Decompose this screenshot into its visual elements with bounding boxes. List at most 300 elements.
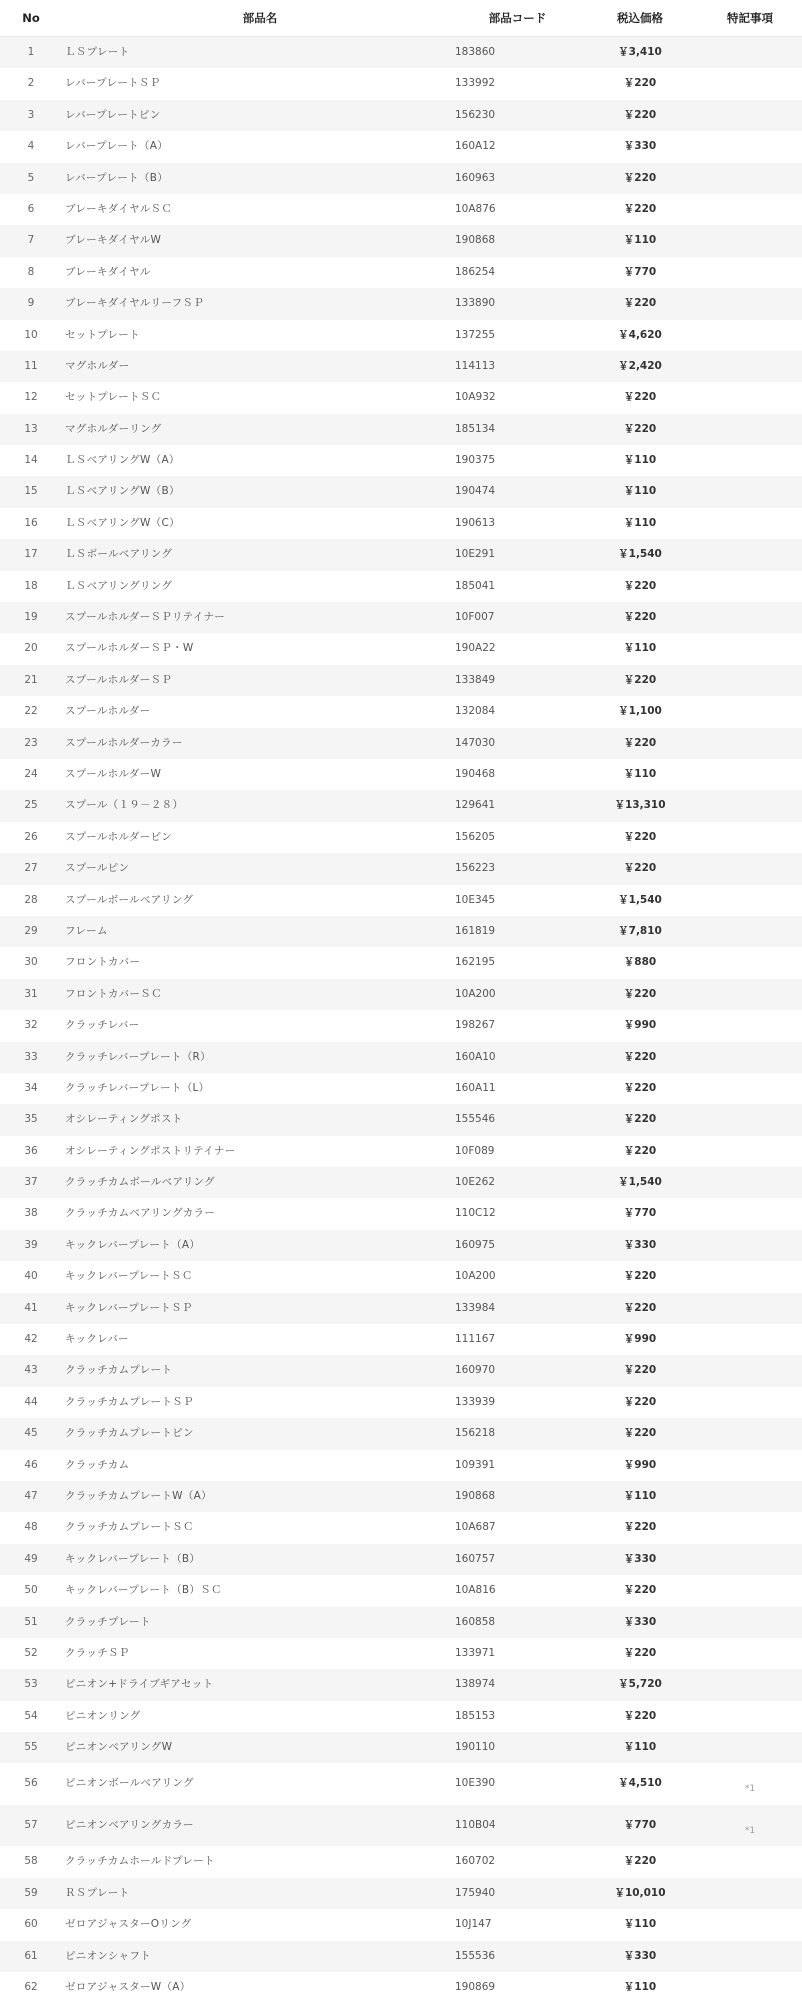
cell-price: ￥220 bbox=[623, 1301, 657, 1314]
cell-part-name: セットプレート bbox=[65, 328, 140, 341]
cell-part-code: 183860 bbox=[455, 46, 496, 58]
cell-part-code: 133971 bbox=[455, 1646, 496, 1659]
cell-no: 30 bbox=[24, 956, 38, 969]
cell-no: 58 bbox=[24, 1855, 38, 1868]
cell-part-name: クラッチカムボールベアリング bbox=[65, 1176, 215, 1189]
table-row bbox=[0, 853, 802, 884]
cell-price: ￥4,620 bbox=[618, 328, 662, 341]
cell-part-name: クラッチカムホールドプレート bbox=[65, 1855, 215, 1868]
cell-no: 50 bbox=[24, 1584, 38, 1597]
table-row bbox=[0, 539, 802, 570]
cell-part-code: 190868 bbox=[455, 1489, 496, 1502]
cell-part-code: 198267 bbox=[455, 1019, 496, 1032]
table-row bbox=[0, 1763, 802, 1805]
table-row bbox=[0, 633, 802, 664]
cell-price: ￥330 bbox=[623, 1615, 657, 1628]
table-row bbox=[0, 1575, 802, 1606]
cell-part-name: ＬＳベアリングW（A） bbox=[65, 454, 180, 467]
cell-price: ￥220 bbox=[623, 1081, 657, 1094]
cell-part-code: 160A10 bbox=[455, 1050, 496, 1063]
cell-part-name: フロントカバー bbox=[65, 956, 141, 969]
cell-price: ￥1,540 bbox=[618, 893, 662, 906]
cell-no: 9 bbox=[27, 297, 35, 310]
cell-part-name: クラッチカムプレートＳＰ bbox=[65, 1395, 194, 1408]
cell-no: 24 bbox=[24, 767, 38, 780]
cell-no: 33 bbox=[24, 1050, 38, 1063]
cell-no: 12 bbox=[24, 391, 38, 404]
cell-part-code: 185134 bbox=[455, 422, 496, 435]
cell-price: ￥220 bbox=[623, 1855, 657, 1868]
cell-price: ￥4,510 bbox=[618, 1777, 662, 1790]
cell-price: ￥220 bbox=[623, 297, 657, 310]
cell-no: 29 bbox=[24, 924, 38, 937]
cell-part-code: 156218 bbox=[455, 1427, 496, 1440]
table-row bbox=[0, 1909, 802, 1940]
cell-part-code: 133939 bbox=[455, 1395, 496, 1408]
cell-part-code: 10J147 bbox=[455, 1918, 492, 1931]
cell-part-code: 162195 bbox=[455, 956, 496, 969]
cell-no: 18 bbox=[24, 579, 38, 592]
cell-part-name: キックレバープレート（B） bbox=[65, 1552, 201, 1565]
cell-price: ￥13,310 bbox=[614, 799, 666, 812]
cell-no: 42 bbox=[24, 1333, 38, 1346]
table-row bbox=[0, 979, 802, 1010]
cell-part-name: スプールホルダーＳＰリテイナー bbox=[65, 611, 226, 624]
cell-part-code: 160970 bbox=[455, 1364, 496, 1377]
cell-price: ￥1,540 bbox=[618, 548, 662, 561]
cell-no: 22 bbox=[24, 705, 38, 718]
cell-part-code: 160963 bbox=[455, 171, 496, 184]
cell-part-name: ＲＳプレート bbox=[65, 1886, 130, 1899]
table-row bbox=[0, 1073, 802, 1104]
cell-part-name: スプールピン bbox=[65, 862, 130, 875]
cell-part-name: レバープレートＳＰ bbox=[65, 77, 161, 90]
table-row bbox=[0, 1701, 802, 1732]
cell-price: ￥220 bbox=[623, 830, 657, 843]
cell-part-code: 111167 bbox=[455, 1333, 496, 1346]
header-part-name: 部品名 bbox=[242, 11, 278, 25]
table-row bbox=[0, 194, 802, 225]
table-row bbox=[0, 1638, 802, 1669]
cell-price: ￥220 bbox=[623, 862, 657, 875]
cell-part-code: 10E291 bbox=[455, 548, 496, 561]
cell-part-name: ブレーキダイヤル bbox=[65, 265, 151, 278]
cell-part-name: セットプレートＳＣ bbox=[65, 391, 162, 404]
cell-part-code: 133984 bbox=[455, 1301, 496, 1314]
cell-price: ￥330 bbox=[623, 1238, 657, 1251]
cell-price: ￥110 bbox=[623, 767, 657, 780]
cell-part-code: 109391 bbox=[455, 1458, 496, 1471]
cell-price: ￥330 bbox=[623, 1949, 657, 1962]
cell-part-code: 10F089 bbox=[455, 1144, 495, 1157]
cell-no: 28 bbox=[24, 893, 38, 906]
cell-no: 10 bbox=[24, 328, 38, 341]
table-row bbox=[0, 1805, 802, 1847]
cell-part-name: クラッチレバープレート（R） bbox=[65, 1050, 211, 1063]
cell-no: 60 bbox=[24, 1918, 38, 1931]
cell-no: 52 bbox=[24, 1646, 38, 1659]
cell-price: ￥220 bbox=[623, 77, 657, 90]
cell-part-code: 133992 bbox=[455, 77, 496, 90]
cell-part-code: 160757 bbox=[455, 1552, 496, 1565]
cell-part-code: 10A816 bbox=[455, 1584, 496, 1597]
cell-no: 21 bbox=[24, 673, 38, 686]
table-row bbox=[0, 1732, 802, 1763]
table-row bbox=[0, 1293, 802, 1324]
cell-part-name: レバープレート（A） bbox=[65, 140, 169, 153]
table-row bbox=[0, 1450, 802, 1481]
cell-no: 6 bbox=[27, 202, 35, 215]
table-row bbox=[0, 1941, 802, 1972]
cell-part-name: マグホルダー bbox=[65, 359, 130, 372]
cell-part-name: ピニオンベアリングカラー bbox=[65, 1818, 194, 1831]
cell-part-name: ＬＳボールベアリング bbox=[65, 548, 173, 561]
cell-part-name: キックレバープレートＳＣ bbox=[65, 1270, 193, 1283]
cell-price: ￥110 bbox=[623, 454, 657, 467]
cell-part-code: 133849 bbox=[455, 673, 496, 686]
cell-part-name: クラッチカムプレートW（A） bbox=[65, 1489, 212, 1502]
cell-price: ￥110 bbox=[623, 1981, 657, 1994]
cell-notes: *1 bbox=[744, 1825, 756, 1836]
cell-price: ￥220 bbox=[623, 673, 657, 686]
cell-part-code: 10A687 bbox=[455, 1521, 496, 1534]
cell-no: 53 bbox=[24, 1678, 38, 1691]
cell-no: 2 bbox=[27, 77, 35, 90]
table-row bbox=[0, 696, 802, 727]
cell-no: 62 bbox=[24, 1981, 38, 1994]
cell-no: 59 bbox=[24, 1886, 38, 1899]
cell-part-name: キックレバープレート（A） bbox=[65, 1238, 201, 1251]
cell-part-name: スプールホルダーＳＰ・W bbox=[65, 642, 194, 655]
cell-part-code: 10E345 bbox=[455, 893, 496, 906]
cell-price: ￥110 bbox=[623, 1489, 657, 1502]
cell-part-name: クラッチカムベアリングカラー bbox=[65, 1207, 216, 1220]
header-notes: 特記事項 bbox=[727, 11, 773, 25]
cell-price: ￥110 bbox=[623, 642, 657, 655]
table-row bbox=[0, 476, 802, 507]
cell-no: 15 bbox=[24, 485, 38, 498]
cell-part-name: ブレーキダイヤルＳＣ bbox=[65, 202, 173, 215]
cell-price: ￥3,410 bbox=[618, 46, 662, 58]
cell-part-name: ピニオンリング bbox=[65, 1709, 141, 1722]
cell-no: 40 bbox=[24, 1270, 38, 1283]
cell-price: ￥220 bbox=[623, 1709, 657, 1722]
table-row bbox=[0, 1355, 802, 1386]
cell-part-name: フレーム bbox=[65, 924, 108, 937]
cell-part-code: 156223 bbox=[455, 862, 496, 875]
cell-no: 41 bbox=[24, 1301, 38, 1314]
cell-part-code: 190468 bbox=[455, 767, 496, 780]
cell-no: 49 bbox=[24, 1552, 38, 1565]
cell-part-code: 175940 bbox=[455, 1886, 496, 1899]
table-body bbox=[0, 37, 802, 2003]
cell-part-code: 138974 bbox=[455, 1678, 496, 1691]
cell-part-name: クラッチカムプレートＳＣ bbox=[65, 1521, 194, 1534]
table-row bbox=[0, 382, 802, 413]
cell-no: 3 bbox=[27, 108, 35, 121]
table-row bbox=[0, 571, 802, 602]
cell-part-name: スプール（１９－２８） bbox=[65, 799, 184, 812]
cell-no: 31 bbox=[24, 987, 38, 1000]
cell-price: ￥220 bbox=[623, 1364, 657, 1377]
cell-price: ￥220 bbox=[623, 736, 657, 749]
cell-price: ￥990 bbox=[623, 1458, 657, 1471]
cell-no: 23 bbox=[24, 736, 38, 749]
table-row bbox=[0, 1324, 802, 1355]
cell-no: 19 bbox=[24, 611, 38, 624]
cell-no: 43 bbox=[24, 1364, 38, 1377]
cell-part-name: ＬＳベアリングW（B） bbox=[65, 485, 180, 498]
table-row bbox=[0, 131, 802, 162]
cell-part-name: スプールボールベアリング bbox=[65, 893, 194, 906]
table-row bbox=[0, 1167, 802, 1198]
cell-price: ￥770 bbox=[623, 265, 657, 278]
cell-price: ￥110 bbox=[623, 1741, 657, 1754]
cell-no: 7 bbox=[27, 234, 35, 247]
cell-price: ￥1,540 bbox=[618, 1176, 662, 1189]
cell-price: ￥110 bbox=[623, 485, 657, 498]
cell-price: ￥770 bbox=[623, 1207, 657, 1220]
cell-part-code: 190375 bbox=[455, 454, 496, 467]
cell-price: ￥220 bbox=[623, 611, 657, 624]
cell-price: ￥220 bbox=[623, 1113, 657, 1126]
cell-price: ￥990 bbox=[623, 1333, 657, 1346]
cell-part-code: 190869 bbox=[455, 1981, 496, 1994]
cell-part-name: ブレーキダイヤルW bbox=[65, 234, 162, 247]
cell-part-code: 160A11 bbox=[455, 1081, 496, 1094]
cell-price: ￥110 bbox=[623, 516, 657, 529]
cell-part-name: ＬＳプレート bbox=[65, 46, 130, 58]
table-row bbox=[0, 1878, 802, 1909]
cell-part-name: キックレバープレートＳＰ bbox=[65, 1301, 193, 1314]
cell-part-name: スプールホルダーＳＰ bbox=[65, 673, 173, 686]
cell-part-code: 160975 bbox=[455, 1238, 496, 1251]
cell-no: 4 bbox=[27, 140, 35, 153]
cell-part-name: フロントカバーＳＣ bbox=[65, 987, 162, 1000]
table-row bbox=[0, 1512, 802, 1543]
cell-no: 25 bbox=[24, 799, 38, 812]
table-row bbox=[0, 1544, 802, 1575]
cell-price: ￥220 bbox=[623, 1521, 657, 1534]
cell-no: 14 bbox=[24, 454, 38, 467]
cell-no: 48 bbox=[24, 1521, 38, 1534]
table-row bbox=[0, 602, 802, 633]
cell-part-code: 185153 bbox=[455, 1709, 496, 1722]
cell-no: 35 bbox=[24, 1113, 38, 1126]
cell-price: ￥220 bbox=[623, 579, 657, 592]
cell-price: ￥1,100 bbox=[618, 705, 662, 718]
cell-price: ￥220 bbox=[623, 1050, 657, 1063]
cell-no: 39 bbox=[24, 1238, 38, 1251]
cell-price: ￥220 bbox=[623, 108, 657, 121]
cell-part-name: クラッチカムプレート bbox=[65, 1364, 173, 1377]
cell-no: 16 bbox=[24, 516, 38, 529]
cell-price: ￥220 bbox=[623, 391, 657, 404]
header-no: No bbox=[22, 11, 40, 25]
cell-part-code: 133890 bbox=[455, 297, 496, 310]
cell-part-name: ピニオン+ドライブギアセット bbox=[65, 1678, 214, 1691]
cell-part-code: 10E262 bbox=[455, 1176, 496, 1189]
table-row bbox=[0, 728, 802, 759]
table-row bbox=[0, 225, 802, 256]
cell-part-code: 10E390 bbox=[455, 1777, 496, 1790]
cell-part-name: キックレバープレート（B）ＳＣ bbox=[65, 1584, 222, 1597]
table-row bbox=[0, 665, 802, 696]
cell-price: ￥220 bbox=[623, 171, 657, 184]
cell-part-name: スプールホルダーW bbox=[65, 767, 162, 780]
cell-no: 32 bbox=[24, 1019, 38, 1032]
cell-part-code: 156205 bbox=[455, 830, 496, 843]
cell-part-name: レバープレートピン bbox=[65, 108, 161, 121]
cell-part-name: クラッチレバープレート（L） bbox=[65, 1081, 210, 1094]
table-row bbox=[0, 414, 802, 445]
cell-no: 34 bbox=[24, 1081, 38, 1094]
cell-part-code: 160858 bbox=[455, 1615, 496, 1628]
header-part-code: 部品コード bbox=[488, 11, 547, 25]
table-row bbox=[0, 947, 802, 978]
table-row bbox=[0, 1418, 802, 1449]
table-row bbox=[0, 1481, 802, 1512]
cell-price: ￥7,810 bbox=[618, 924, 662, 937]
cell-no: 8 bbox=[27, 265, 35, 278]
cell-no: 55 bbox=[24, 1741, 38, 1754]
table-row bbox=[0, 885, 802, 916]
table-row bbox=[0, 288, 802, 319]
cell-part-code: 186254 bbox=[455, 265, 496, 278]
cell-part-name: オシレーティングポストリテイナー bbox=[65, 1144, 236, 1157]
cell-part-code: 10A932 bbox=[455, 391, 496, 404]
table-row bbox=[0, 759, 802, 790]
cell-part-code: 155546 bbox=[455, 1113, 496, 1126]
cell-no: 56 bbox=[24, 1777, 38, 1790]
cell-part-code: 10A876 bbox=[455, 202, 496, 215]
cell-price: ￥2,420 bbox=[618, 359, 662, 372]
cell-notes: *1 bbox=[744, 1784, 756, 1795]
cell-part-code: 160702 bbox=[455, 1855, 496, 1868]
cell-part-name: ピニオンベアリングW bbox=[65, 1741, 173, 1754]
table-row bbox=[0, 1607, 802, 1638]
table-row bbox=[0, 257, 802, 288]
table-row bbox=[0, 1042, 802, 1073]
cell-no: 13 bbox=[24, 422, 38, 435]
cell-part-code: 137255 bbox=[455, 328, 496, 341]
cell-part-code: 110B04 bbox=[455, 1818, 496, 1831]
cell-no: 46 bbox=[24, 1458, 38, 1471]
table-row bbox=[0, 1261, 802, 1292]
table-row bbox=[0, 1387, 802, 1418]
table-row bbox=[0, 1972, 802, 2003]
cell-no: 26 bbox=[24, 830, 38, 843]
table-row bbox=[0, 445, 802, 476]
cell-price: ￥330 bbox=[623, 140, 657, 153]
table-row bbox=[0, 351, 802, 382]
cell-part-name: ゼロアジャスターOリング bbox=[65, 1918, 192, 1931]
cell-price: ￥220 bbox=[623, 1270, 657, 1283]
cell-part-code: 185041 bbox=[455, 579, 496, 592]
cell-price: ￥220 bbox=[623, 1584, 657, 1597]
table-row bbox=[0, 1846, 802, 1877]
cell-no: 27 bbox=[24, 862, 38, 875]
table-row bbox=[0, 1669, 802, 1700]
cell-part-code: 190868 bbox=[455, 234, 496, 247]
cell-part-name: ピニオンボールベアリング bbox=[65, 1777, 194, 1790]
table-row bbox=[0, 163, 802, 194]
cell-part-name: クラッチプレート bbox=[65, 1615, 151, 1628]
header-price: 税込価格 bbox=[617, 11, 663, 25]
table-header bbox=[0, 0, 802, 37]
cell-part-name: ＬＳベアリングW（C） bbox=[65, 516, 180, 529]
cell-no: 45 bbox=[24, 1427, 38, 1440]
cell-no: 57 bbox=[24, 1818, 38, 1831]
cell-price: ￥110 bbox=[623, 1918, 657, 1931]
table-row bbox=[0, 37, 802, 68]
cell-part-name: スプールホルダーカラー bbox=[65, 736, 183, 749]
cell-price: ￥220 bbox=[623, 1427, 657, 1440]
table-row bbox=[0, 100, 802, 131]
cell-part-code: 190613 bbox=[455, 516, 496, 529]
cell-part-code: 10A200 bbox=[455, 987, 496, 1000]
cell-part-code: 161819 bbox=[455, 924, 496, 937]
table-row bbox=[0, 1230, 802, 1261]
table-row bbox=[0, 1010, 802, 1041]
cell-part-code: 10F007 bbox=[455, 611, 495, 624]
cell-part-name: ゼロアジャスターW（A） bbox=[65, 1981, 191, 1994]
cell-no: 11 bbox=[24, 359, 38, 372]
cell-no: 47 bbox=[24, 1489, 38, 1502]
cell-no: 1 bbox=[27, 46, 35, 58]
cell-part-name: クラッチレバー bbox=[65, 1019, 140, 1032]
cell-part-code: 114113 bbox=[455, 359, 496, 372]
cell-part-name: オシレーティングポスト bbox=[65, 1113, 183, 1126]
table-row bbox=[0, 822, 802, 853]
cell-part-code: 190474 bbox=[455, 485, 496, 498]
cell-price: ￥990 bbox=[623, 1019, 657, 1032]
cell-part-name: ピニオンシャフト bbox=[65, 1949, 151, 1962]
table-row bbox=[0, 508, 802, 539]
cell-part-name: ＬＳベアリングリング bbox=[65, 579, 173, 592]
cell-price: ￥220 bbox=[623, 1144, 657, 1157]
cell-price: ￥220 bbox=[623, 1395, 657, 1408]
cell-price: ￥220 bbox=[623, 422, 657, 435]
cell-price: ￥5,720 bbox=[618, 1678, 662, 1691]
cell-price: ￥10,010 bbox=[614, 1886, 666, 1899]
cell-part-name: ブレーキダイヤルリーフＳＰ bbox=[65, 297, 205, 310]
cell-part-code: 190A22 bbox=[455, 642, 496, 655]
cell-no: 36 bbox=[24, 1144, 38, 1157]
cell-part-code: 156230 bbox=[455, 108, 496, 121]
table-row bbox=[0, 916, 802, 947]
table-row bbox=[0, 320, 802, 351]
cell-no: 5 bbox=[27, 171, 35, 184]
cell-no: 20 bbox=[24, 642, 38, 655]
table-row bbox=[0, 1136, 802, 1167]
cell-no: 44 bbox=[24, 1395, 38, 1408]
cell-no: 54 bbox=[24, 1709, 38, 1722]
cell-part-name: クラッチカム bbox=[65, 1458, 130, 1471]
table-row bbox=[0, 68, 802, 99]
cell-no: 51 bbox=[24, 1615, 38, 1628]
cell-part-name: キックレバー bbox=[65, 1333, 129, 1346]
cell-price: ￥330 bbox=[623, 1552, 657, 1565]
cell-part-code: 10A200 bbox=[455, 1270, 496, 1283]
cell-part-name: クラッチＳＰ bbox=[65, 1646, 130, 1659]
cell-price: ￥110 bbox=[623, 234, 657, 247]
cell-part-code: 110C12 bbox=[455, 1207, 496, 1220]
table-row bbox=[0, 1198, 802, 1229]
cell-no: 37 bbox=[24, 1176, 38, 1189]
cell-price: ￥220 bbox=[623, 987, 657, 1000]
cell-part-code: 155536 bbox=[455, 1949, 496, 1962]
